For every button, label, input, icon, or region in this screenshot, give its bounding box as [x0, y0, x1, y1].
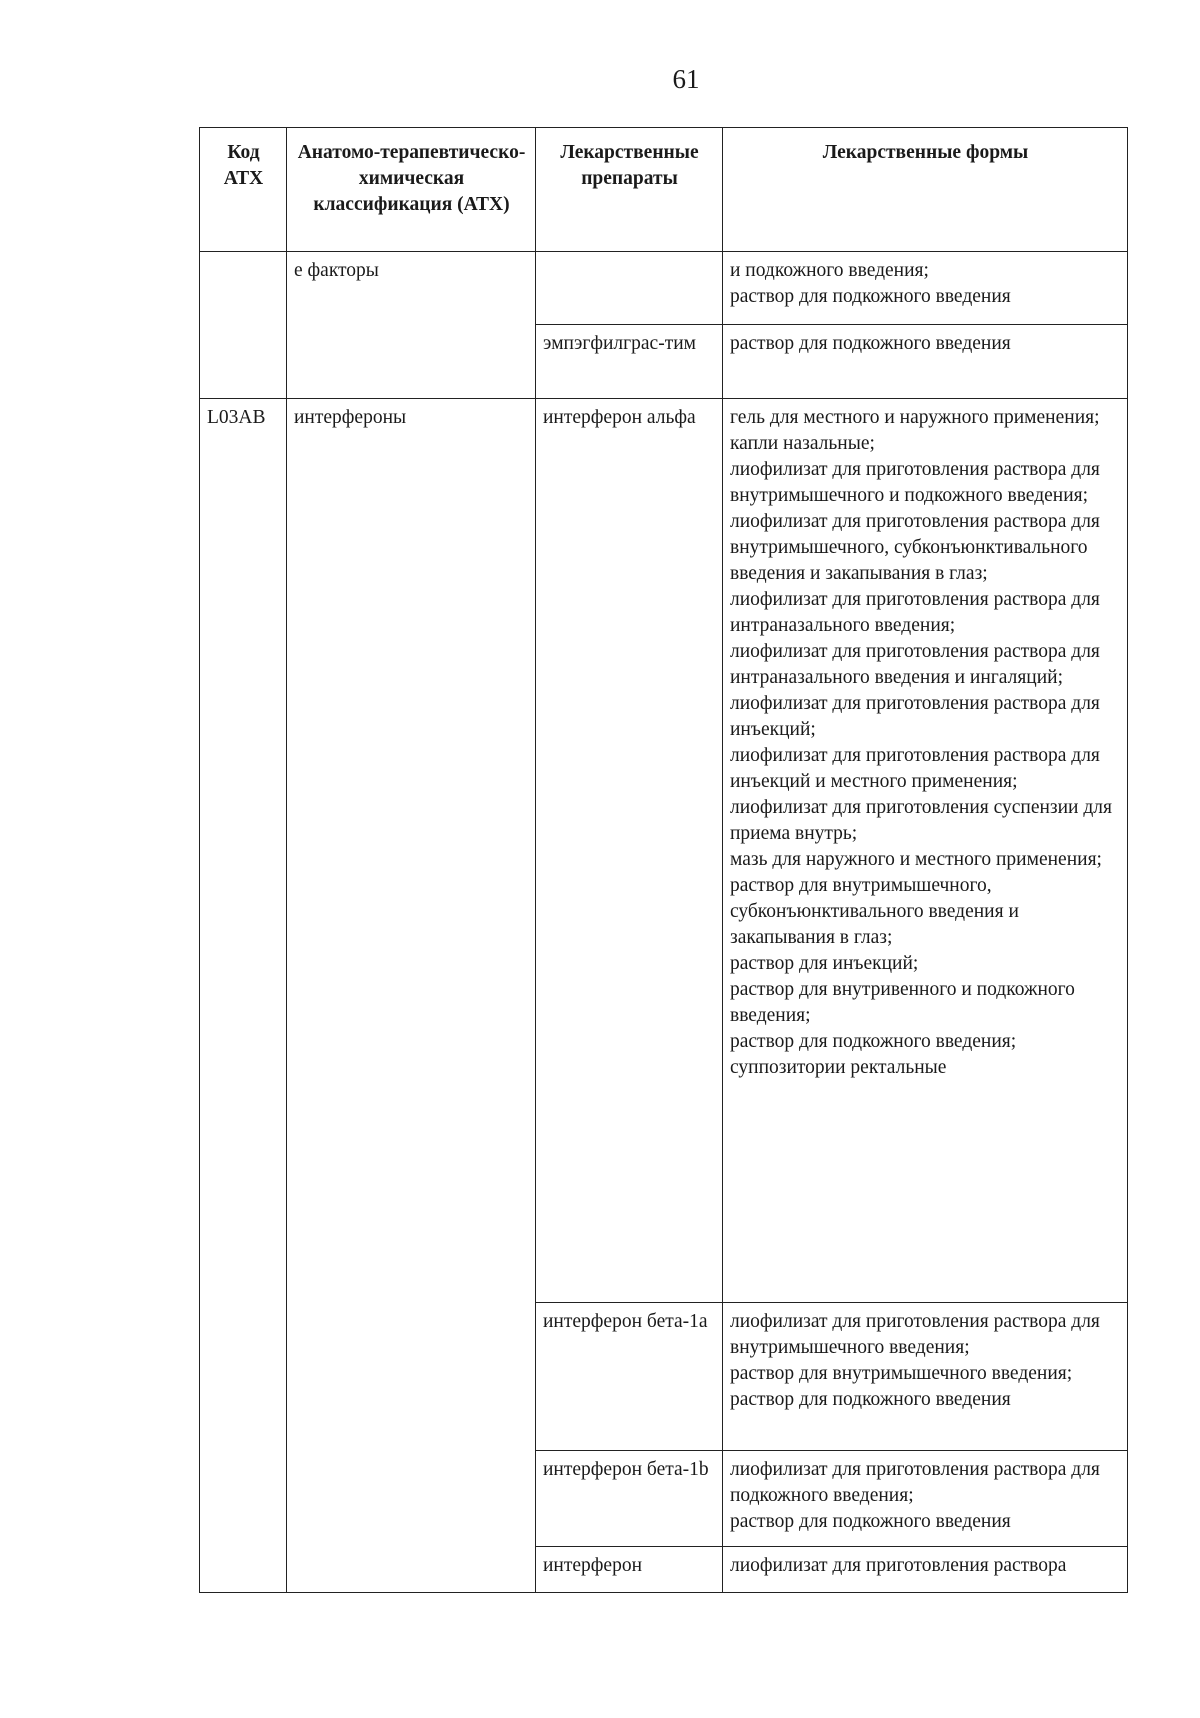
forms-list: [730, 331, 1121, 357]
form-item: раствор для внутримышечного, субконъюнктивального введения и закапывания в глаз;: [730, 875, 1019, 948]
page-number: 61: [672, 64, 700, 94]
form-item: суппозитории ректальные: [730, 1057, 947, 1078]
table-header-row: [200, 128, 1128, 252]
drug-cell: интерферон альфа: [536, 399, 723, 1303]
form-item: гель для местного и наружного применения;: [730, 407, 1100, 428]
form-item: лиофилизат для приготовления раствора для инъекций;: [730, 693, 1100, 740]
drug-cell: интерферон бета-1a: [536, 1303, 723, 1451]
form-item: лиофилизат для приготовления раствора для внутримышечного и подкожного введения;: [730, 459, 1100, 506]
forms-cell: [723, 252, 1128, 325]
table-row: [200, 399, 1128, 1303]
form-item: мазь для наружного и местного применения;: [730, 849, 1102, 870]
form-item: лиофилизат для приготовления раствора для инъекций и местного применения;: [730, 745, 1100, 792]
form-item: лиофилизат для приготовления раствора для внутримышечного, субконъюнктивального введения и закапывания в глаз;: [730, 511, 1100, 584]
form-item: лиофилизат для приготовления раствора для интраназального введения и ингаляций;: [730, 641, 1100, 688]
header-forms: Лекарственные формы: [723, 128, 1128, 252]
form-item: раствор для подкожного введения;: [730, 1031, 1017, 1052]
forms-list: [730, 1553, 1121, 1579]
header-classification: Анатомо-терапевтическо-химическая классификация (АТХ): [287, 128, 536, 252]
drug-cell: [536, 252, 723, 325]
header-code: Код АТХ: [200, 128, 287, 252]
forms-cell: [723, 1451, 1128, 1547]
forms-cell: [723, 325, 1128, 399]
drug-cell: интерферон: [536, 1547, 723, 1593]
header-drugs: Лекарственные препараты: [536, 128, 723, 252]
forms-cell: [723, 1547, 1128, 1593]
form-item: лиофилизат для приготовления раствора для внутримышечного введения;: [730, 1311, 1100, 1358]
forms-cell: [723, 1303, 1128, 1451]
drug-cell: интерферон бета-1b: [536, 1451, 723, 1547]
form-item: капли назальные;: [730, 433, 875, 454]
form-item: и подкожного введения;: [730, 260, 929, 281]
classification-cell: е факторы: [287, 252, 536, 399]
form-item: раствор для инъекций;: [730, 953, 919, 974]
form-item: лиофилизат для приготовления раствора для подкожного введения;: [730, 1459, 1100, 1506]
form-item: лиофилизат для приготовления раствора: [730, 1555, 1067, 1576]
forms-list: [730, 258, 1121, 310]
form-item: раствор для подкожного введения: [730, 333, 1011, 354]
form-item: лиофилизат для приготовления суспензии для приема внутрь;: [730, 797, 1112, 844]
form-item: раствор для внутривенного и подкожного введения;: [730, 979, 1075, 1026]
atx-table: [199, 127, 1128, 1593]
drug-cell: эмпэгфилграс-тим: [536, 325, 723, 399]
form-item: раствор для внутримышечного введения;: [730, 1363, 1073, 1384]
table-row: [200, 252, 1128, 325]
form-item: лиофилизат для приготовления раствора для интраназального введения;: [730, 589, 1100, 636]
forms-list: [730, 1457, 1121, 1535]
form-item: раствор для подкожного введения: [730, 286, 1011, 307]
forms-list: [730, 1309, 1121, 1413]
form-item: раствор для подкожного введения: [730, 1389, 1011, 1410]
forms-list: [730, 405, 1121, 1081]
form-item: раствор для подкожного введения: [730, 1511, 1011, 1532]
classification-cell: интерфероны: [287, 399, 536, 1593]
atx-code-cell: L03AB: [200, 399, 287, 1593]
forms-cell: [723, 399, 1128, 1303]
atx-code-cell: [200, 252, 287, 399]
